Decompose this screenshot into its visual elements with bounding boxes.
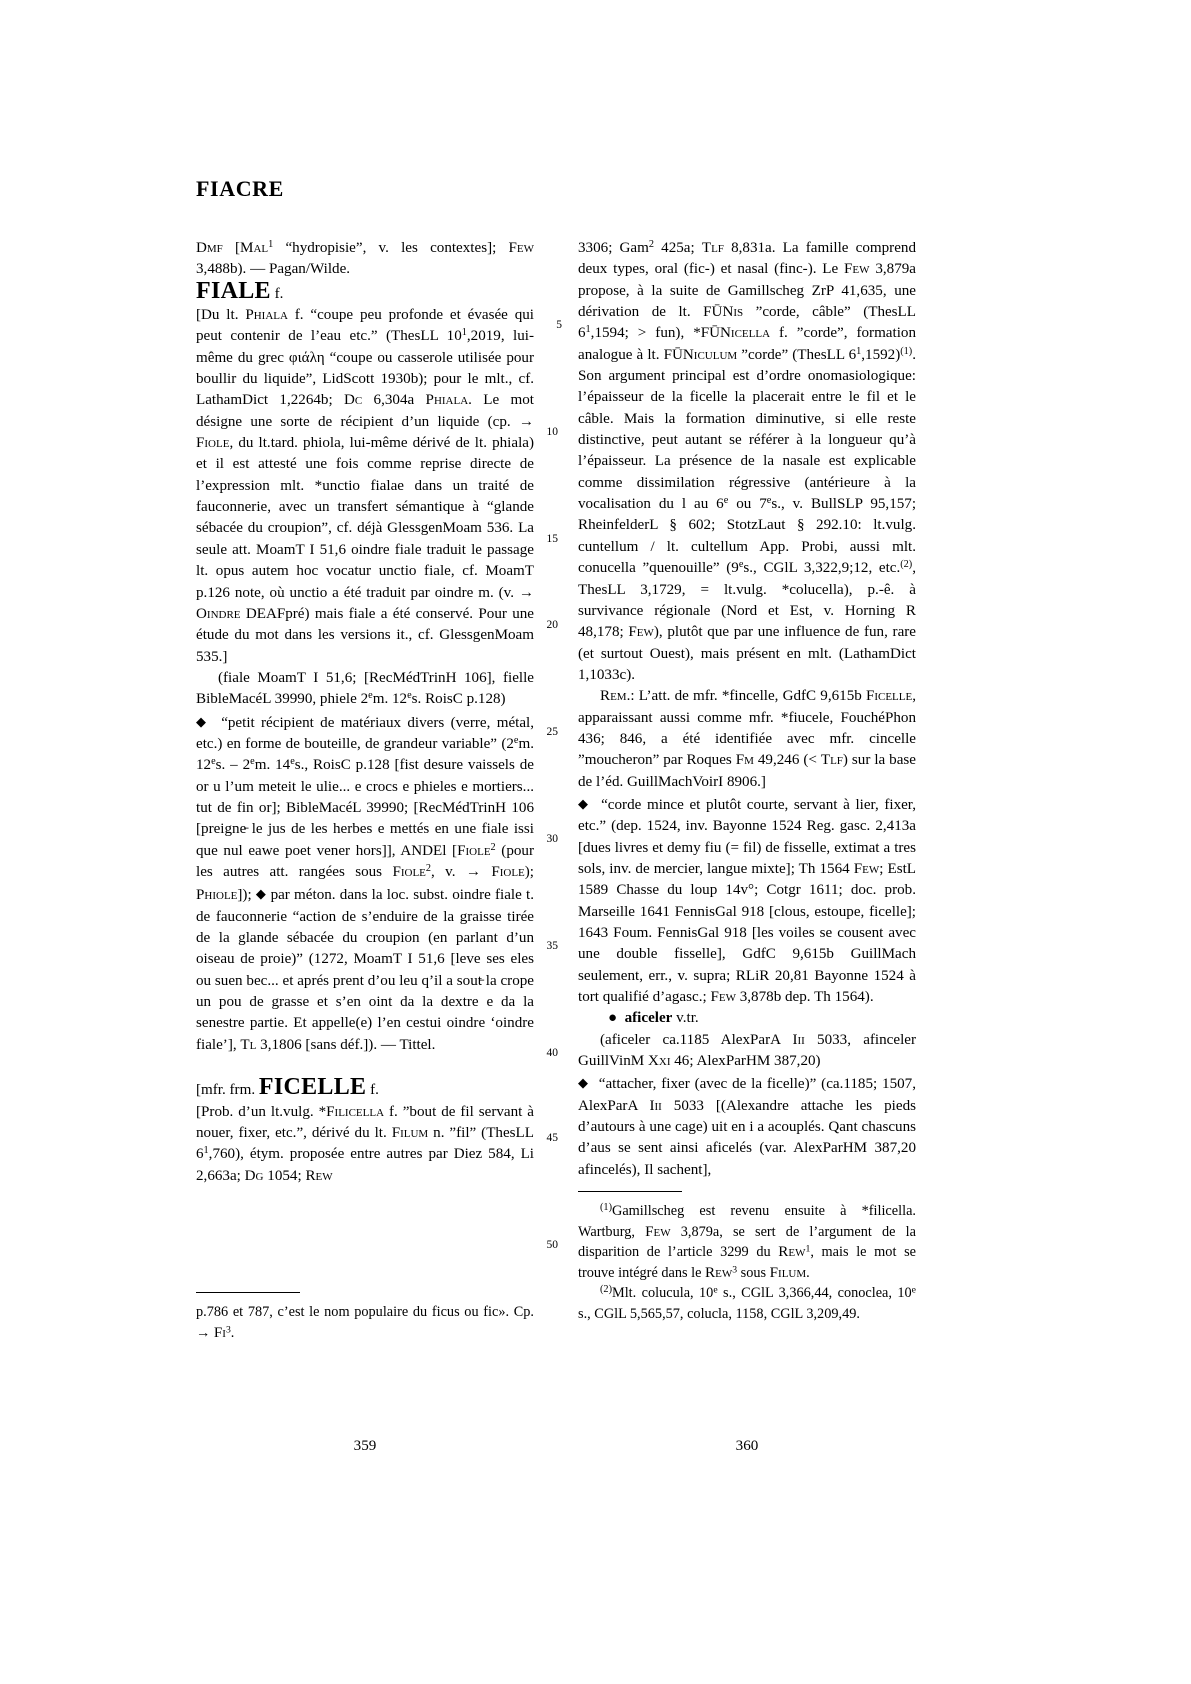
footnote-2-marker: (2) xyxy=(600,1284,612,1296)
entry-ficelle-prefix: [mfr. frm. xyxy=(196,1082,256,1099)
right-footnote-2-text: Mlt. colucula, 10e s., CGlL 3,366,44, conoclea, 10e s., CGlL 5,565,57, colucla, 1158, CGlL 3,209,49. xyxy=(578,1284,916,1322)
entry-fiale-gender: f. xyxy=(274,285,284,302)
footnote-1-marker: (1) xyxy=(600,1201,612,1213)
sub-entry-aficeler-gender: v.tr. xyxy=(676,1010,699,1027)
left-footnote-rule xyxy=(196,1292,300,1293)
entry-ficelle-headword-line xyxy=(196,1074,534,1101)
entry-fiale-sense-1-text: “petit récipient de matériaux divers (verre, métal, etc.) en forme de bouteille, de grandeur variable” (2em. 12es. – 2em. 14es., RoisC p.128 [fist desure vaissels de or u l’um meteit le ulie... e crocs e phieles e mortiers... tut de fin or]; BibleMacéL 39990; [RecMédTrinH 106 [preigne̵ le jus de les herbes e mettés en une fiale issi que nul eawe poet vener hors]], ANDEl [Fiole$^2$ (pour les autres att. rangées sous Fiole$^2$, v. → Fiole); Phiole]); xyxy=(196,714,535,904)
entry-fiale-headword-line xyxy=(196,277,534,305)
fiacre-tail-paragraph xyxy=(196,238,534,281)
right-paragraph-remark xyxy=(578,686,916,793)
bullet-icon: ● xyxy=(608,1010,618,1027)
line-number-50: 50 xyxy=(546,1239,558,1251)
right-footnotes xyxy=(578,1201,916,1325)
line-number-10: 10 xyxy=(546,426,558,438)
line-number-15: 15 xyxy=(546,533,558,545)
lozenge-icon: ◆ xyxy=(578,795,590,811)
left-footnote xyxy=(196,1302,534,1343)
entry-fiale-forms: (fiale MoamT I 51,6; [RecMédTrinH 106], fielle BibleMacéL 39990, phiele 2em. 12es. RoisC p.128) xyxy=(196,669,534,708)
sub-entry-aficeler-sense xyxy=(578,1072,916,1181)
entry-ficelle-headword: FICELLE xyxy=(258,1074,367,1101)
right-footnote-rule xyxy=(578,1191,682,1192)
line-number-25: 25 xyxy=(546,726,558,738)
right-remark-text: Rem.: L’att. de mfr. *fincelle, GdfC 9,615b Ficelle, apparaissant aussi comme mfr. *fiucele, FouchéPhon 436; 846, a été identifiée avec mfr. cincelle ”moucheron” par Roques Fm 49,246 (< Tlf) sur la base de l’éd. GuillMachVoirI 8906.] xyxy=(578,688,916,790)
line-number-35: 35 xyxy=(546,940,558,952)
right-footnote-1-text: Gamillscheg est revenu ensuite à *filicella. Wartburg, Few 3,879a, se sert de l’argument de la disparition de l’article 3299 du Rew$^1$, mais le mot se trouve intégré dans le Rew$^3$ sous Filum. xyxy=(578,1203,916,1281)
entry-ficelle-etymology: [Prob. d’un lt.vulg. *Filicella f. ”bout de fil servant à nouer, fixer, etc.”, dérivé du lt. Filum n. ”fil” (ThesLL $6^1,760$), étym. proposée entre autres par Diez 584, Li 2,663a; Dg 1054; Rew xyxy=(196,1103,534,1184)
sub-entry-aficeler-head xyxy=(578,1008,916,1029)
line-number-5: 5 xyxy=(556,319,562,331)
right-paragraph-sense xyxy=(578,793,916,1008)
fiacre-tail-text: Dmf [Mal$^1$ “hydropisie”, v. les contextes]; Few 3,488b). — Pagan/Wilde. xyxy=(196,239,534,278)
left-column xyxy=(196,238,534,1187)
line-number-20: 20 xyxy=(546,619,558,631)
entry-fiale-sense-2-text: par méton. dans la loc. subst. oindre fiale t. de fauconnerie “action de s’enduire de la graisse tirée de la glande sébacée du croupion (en parlant d’un oiseau de proie)” (1272, MoamT I 51,6 [leve ses eles ou suen bec... et aprés prent d’ou leu q’il a sout̵ la crope un pou de grasse et s’en oint da la dextre e da la senestre partie. Et appelle(e) l’en cestui oindre ‘oindre fiale’], Tl 3,1806 [sans déf.]). — Tittel. xyxy=(196,887,535,1053)
right-column xyxy=(578,238,916,1181)
entry-fiale-etymology: [Du lt. Phiala f. “coupe peu profonde et évasée qui peut contenir de l’eau etc.” (ThesLL $10^1,2019$, lui-même du grec φιάλη “coupe ou casserole utilisée pour boullir du liquide”, LidScott 1930b); pour le mlt., cf. LathamDict 1,2264b; Dc 6,304a Phiala. Le mot désigne une sorte de récipient d’un liquide (cp. → Fiole, du lt.tard. phiola, lui-même dérivé de lt. phiala) et il est attesté une fois comme reprise directe de l’expression mlt. *unctio fialae dans un traité de fauconnerie, avec un transfert sémantique à “glande sébacée du croupion”, cf. déjà GlessgenMoam 536. La seule att. MoamT I 51,6 oindre fiale traduit le passage lt. opus autem hoc vocatur unctio fiale, cf. MoamT p.126 note, où unctio a été traduit par oindre m. (v. → Oindre DEAFpré) mais fiale a été conservé. Pour une étude du mot dans les versions it., cf. GlessgenMoam 535.] xyxy=(196,307,535,665)
lozenge-icon: ◆ xyxy=(578,1075,590,1091)
sub-entry-aficeler-sense-text: “attacher, fixer (avec de la ficelle)” (ca.1185; 1507, AlexParA Iii 5033 [(Alexandre attache les pieds d’autours à une cage) uit en i a acouplés. Qant chascuns d’aus se sent ainsi aficelés (var. AlexParHM 387,20 afincelés), Il sachent], xyxy=(578,1076,916,1178)
lozenge-icon: ◆ xyxy=(196,713,209,729)
sub-entry-aficeler-headword: aficeler xyxy=(624,1010,673,1027)
right-sense-text: “corde mince et plutôt courte, servant à lier, fixer, etc.” (dep. 1524, inv. Bayonne 1524 Reg. gasc. 2,413a [dues livres et demy fiu (= fil) de fisselle, extimat a tres sols, inv. de mercier, langue mixte]; Th 1564 Few; EstL 1589 Chasse du loup 14v°; Cotgr 1611; doc. prob. Marseille 1641 FennisGal 918 [clous, estoupe, ficelle]; 1643 Foum. FennisGal 918 [les voiles se cousent avec une double fisselle], GdfC 9,615b GuillMach seulement, err., v. supra; RLiR 20,81 Bayonne 1524 à tort qualifié d’agasc.; Few 3,878b dep. Th 1564). xyxy=(578,796,917,1006)
left-footnote-text: p.786 et 787, c’est le nom populaire du ficus ou fic». Cp. → $Fi^3$. xyxy=(196,1304,534,1341)
line-number-45: 45 xyxy=(546,1132,558,1144)
entry-fiale-sense-1 xyxy=(196,711,534,1057)
line-number-40: 40 xyxy=(546,1047,558,1059)
folio-right: 360 xyxy=(735,1438,759,1454)
right-footnote-1 xyxy=(578,1201,916,1283)
lozenge-icon: ◆ xyxy=(255,886,267,902)
line-number-30: 30 xyxy=(546,833,558,845)
right-paragraph-1: 3306; Gam$^2$ 425a; Tlf 8,831a. La famille comprend deux types, oral (fic-) et nasal (finc-). Le Few 3,879a propose, à la suite de Gamillscheg ZrP 41,635, une dérivation de lt. FŪNis ”corde, câble” (ThesLL $6^1,1594$; > fun), *FŪNicella f. ”corde”, formation analogue à lt. FŪNiculum ”corde” (ThesLL $6^1,1592)^{(1)}$. Son argument principal est d’ordre onomasiologique: l’épaisseur de la ficelle la placerait entre le fil et le câble. Mais la formation diminutive, si elle reste distinctive, peut autant se référer à la longueur qu’à l’épaisseur. La présence de la nasale est explicable comme dissimilation régressive (antérieure à la vocalisation du l au 6e ou 7es., v. BullSLP 95,157; RheinfelderL § 602; StotzLaut § 292.10: lt.vulg. cuntellum / lt. cultellum App. Probi, aussi mlt. conucella ”quenouille” (9es., CGlL 3,322,9;12, etc.$^{(2)}$, ThesLL 3,1729, = lt.vulg. *colucella), p.-ê. à survivance régionale (Nord et Est, v. Horning R 48,178; Few), plutôt que par une influence de fun, rare (et surtout Ouest), mais présent en mlt. (LathamDict 1,1033c). xyxy=(578,239,917,683)
entry-fiale-headword: FIALE xyxy=(196,277,271,304)
sub-entry-aficeler-forms: (aficeler ca.1185 AlexParA Iii 5033, afinceler GuillVinM Xxi 46; AlexParHM 387,20) xyxy=(578,1031,916,1070)
running-head: FIACRE xyxy=(196,176,284,201)
entry-ficelle-gender: f. xyxy=(370,1082,379,1099)
folio-left: 359 xyxy=(353,1438,377,1454)
right-footnote-2 xyxy=(578,1283,916,1324)
